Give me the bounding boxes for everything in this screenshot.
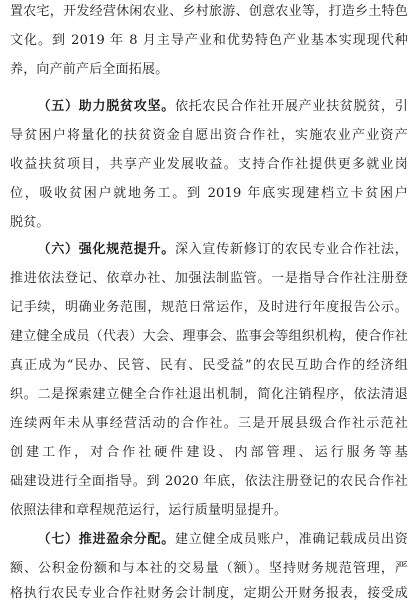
paragraph-line: 位，吸收贫困户就地务工。到 2019 年底实现建档立卡贫困户 — [10, 186, 408, 201]
paragraph-line: 织。二是探索建立健全合作社退出机制，简化注销程序，依法清退 — [10, 387, 408, 402]
paragraph-line: 养，向产前产后全面拓展。 — [10, 62, 169, 77]
paragraph-line: 创建工作，对合作社硬件建设、内部管理、运行服务等基 — [10, 445, 408, 460]
paragraph-line: 格执行农民专业合作社财务会计制度，定期公开财务报表，接受成 — [10, 586, 408, 601]
section-heading: （七）推进盈余分配。 — [37, 532, 175, 547]
paragraph-line: 额、公积金份额和与本社的交易量（额）。坚持财务规范管理，严 — [10, 561, 408, 576]
paragraph-line: 依照法律和章程规范运行，运行质量明显提升。 — [10, 503, 288, 518]
paragraph-line: 建立健全成员（代表）大会、理事会、监事会等组织机构，使合作社 — [10, 329, 408, 344]
paragraph-first-line — [10, 97, 408, 117]
paragraph-line: 真正成为“民办、民管、民有、民受益”的农民互助合作的经济组 — [10, 358, 408, 373]
paragraph-line: 础建设进行全面指导。到 2020 年底，依法注册登记的农民合作社 — [10, 474, 408, 489]
paragraph-line: 置农宅，开发经营休闲农业、乡村旅游、创意农业等，打造乡土特色 — [10, 4, 408, 19]
section-heading: （五）助力脱贫攻坚。 — [37, 99, 175, 114]
paragraph-line: 推进依法登记、依章办社、加强法制监管。一是指导合作社注册登 — [10, 271, 408, 286]
paragraph-line: 连续两年未从事经营活动的合作社。三是开展县级合作社示范社 — [10, 416, 408, 431]
paragraph-first-line — [10, 530, 408, 550]
paragraph-line: 收益扶贫项目，共享产业发展收益。支持合作社提供更多就业岗 — [10, 157, 408, 172]
paragraph-line: 文化。到 2019 年 8 月主导产业和优势特色产业基本实现现代种 — [10, 33, 408, 48]
paragraph-first-line — [10, 240, 408, 260]
paragraph-line: 导贫困户将量化的扶贫资金自愿出资合作社，实施农业产业资产 — [10, 128, 408, 143]
paragraph-line: 依托农民合作社开展产业扶贫脱贫，引 — [174, 99, 408, 114]
paragraph-line: 记手续，明确业务范围，规范日常运作，及时进行年度报告公示。 — [10, 300, 408, 315]
paragraph-line: 深入宣传新修订的农民专业合作社法， — [174, 242, 408, 257]
paragraph-line: 建立健全成员账户，准确记载成员出资 — [174, 532, 408, 547]
paragraph-line: 脱贫。 — [10, 215, 50, 230]
section-heading: （六）强化规范提升。 — [37, 242, 175, 257]
